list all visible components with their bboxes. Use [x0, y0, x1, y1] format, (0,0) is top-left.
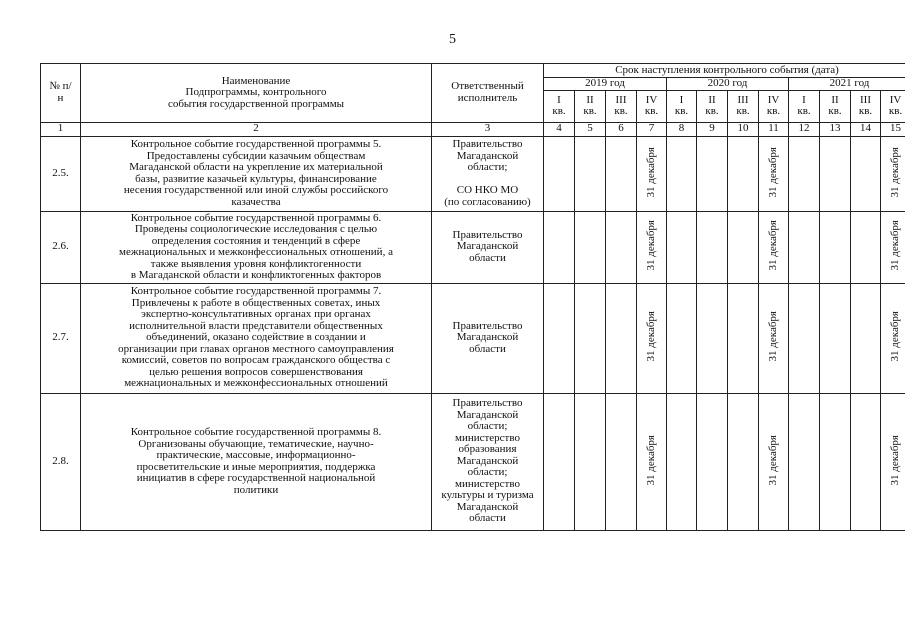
- event-name-line: инициатив в сфере государственной национальной: [136, 472, 376, 484]
- event-name-line: объединений, оказано содействие в создании и: [146, 331, 366, 344]
- header-deadline: Срок наступления контрольного события (дата): [544, 64, 905, 78]
- event-name: [81, 393, 432, 530]
- executor-line: Магаданской: [456, 149, 519, 162]
- header-quarter: [606, 90, 637, 122]
- event-name: [81, 136, 432, 211]
- quarter-cell: [728, 211, 759, 283]
- event-name-line: Контрольное событие государственной программы 8.: [130, 426, 382, 438]
- quarter-cell: [789, 283, 820, 393]
- quarter-suffix: кв.: [858, 105, 873, 117]
- event-name-line: межнациональных и межконфессиональных отношений, а: [119, 246, 393, 258]
- quarter-cell: [575, 211, 606, 283]
- executor-line: Правительство: [452, 228, 523, 241]
- event-name-line: целью решения вопросов совершенствования: [149, 365, 363, 378]
- quarter-cell: [820, 136, 851, 211]
- quarter-cell: [544, 136, 575, 211]
- event-name-line: Контрольное событие государственной программы 5.: [130, 138, 382, 150]
- header-quarter: [881, 90, 905, 122]
- event-name-line: определения состояния и тенденций в сфере: [151, 234, 361, 247]
- quarter-cell: [851, 283, 881, 393]
- quarter-cell: [606, 211, 637, 283]
- header-year-2021: 2021 год: [789, 78, 905, 91]
- deadline-date: 31 декабря: [644, 434, 657, 485]
- column-number: 7: [637, 122, 667, 136]
- executor-line: министерство: [454, 431, 520, 444]
- quarter-roman: II: [586, 93, 594, 106]
- deadline-date: 31 декабря: [644, 220, 657, 271]
- quarter-cell: [881, 283, 905, 393]
- column-number: 14: [851, 122, 881, 136]
- quarter-roman: III: [860, 93, 871, 106]
- column-number: 15: [881, 122, 905, 136]
- event-name-line: казачества: [231, 195, 281, 208]
- quarter-suffix: кв.: [614, 105, 628, 117]
- deadline-date: 31 декабря: [766, 220, 779, 271]
- column-number: 1: [41, 122, 81, 136]
- header-num-label: № п/н: [49, 80, 72, 104]
- quarter-cell: [575, 136, 606, 211]
- quarter-cell: [820, 211, 851, 283]
- deadline-date: 31 декабря: [644, 311, 657, 362]
- quarter-cell: [637, 136, 667, 211]
- executor-line: образования: [458, 443, 517, 456]
- executor-line: министерство: [454, 477, 520, 490]
- deadline-date: 31 декабря: [888, 146, 901, 197]
- event-name-line: Контрольное событие государственной программы 6.: [130, 211, 382, 224]
- header-quarter: [697, 90, 728, 122]
- executor-line: СО НКО МО: [456, 184, 519, 196]
- event-name-line: Организованы обучающие, тематические, научно-: [138, 437, 374, 450]
- quarter-cell: [759, 393, 789, 530]
- quarter-cell: [575, 283, 606, 393]
- event-name-line: политики: [233, 483, 279, 496]
- header-quarter: [820, 90, 851, 122]
- event-name-line: межнациональных и межконфессиональных отношений: [124, 377, 388, 390]
- quarter-roman: IV: [767, 93, 780, 106]
- event-name-line: Предоставлены субсидии казачьим обществам: [146, 149, 366, 162]
- quarter-cell: [789, 393, 820, 530]
- event-name-line: также выявления уровня конфликтогенности: [150, 257, 362, 270]
- deadline-date: 31 декабря: [644, 146, 657, 197]
- header-quarter: [667, 90, 697, 122]
- column-number: 12: [789, 122, 820, 136]
- deadline-date: 31 декабря: [766, 434, 779, 485]
- deadline-date: 31 декабря: [888, 311, 901, 362]
- quarter-suffix: кв.: [797, 105, 811, 117]
- quarter-cell: [851, 211, 881, 283]
- table-row: [41, 393, 905, 530]
- quarter-cell: [789, 136, 820, 211]
- executor-line: Магаданской: [456, 240, 519, 253]
- quarter-suffix: кв.: [828, 105, 842, 117]
- column-number: 8: [667, 122, 697, 136]
- quarter-cell: [851, 136, 881, 211]
- responsible-executor: [432, 211, 544, 283]
- header-year-2019: 2019 год: [544, 78, 667, 91]
- page-number: 5: [449, 32, 456, 47]
- quarter-cell: [697, 211, 728, 283]
- quarter-cell: [544, 393, 575, 530]
- quarter-cell: [728, 283, 759, 393]
- executor-line: культуры и туризма: [441, 489, 534, 502]
- row-number: 2.8.: [41, 393, 81, 530]
- responsible-executor: [432, 136, 544, 211]
- column-number: 4: [544, 122, 575, 136]
- column-number: 2: [81, 122, 432, 136]
- quarter-cell: [759, 136, 789, 211]
- quarter-cell: [697, 283, 728, 393]
- event-name-line: Контрольное событие государственной программы 7.: [130, 285, 382, 298]
- quarter-roman: IV: [645, 93, 658, 106]
- executor-line: Магаданской: [456, 454, 519, 467]
- quarter-cell: [667, 136, 697, 211]
- quarter-cell: [881, 136, 905, 211]
- quarter-cell: [637, 211, 667, 283]
- quarter-cell: [697, 393, 728, 530]
- event-name-line: экспертно-консультативных органах при органах: [141, 308, 371, 321]
- executor-line: Правительство: [452, 397, 523, 410]
- header-quarter: [789, 90, 820, 122]
- event-name: [81, 283, 432, 393]
- deadline-date: 31 декабря: [888, 434, 901, 485]
- table-row: [41, 211, 905, 283]
- event-name-line: базы, развитие казачьей культуры, финансирование: [135, 172, 377, 185]
- event-name-line: исполнительной власти представители общественных: [129, 319, 383, 332]
- quarter-suffix: кв.: [888, 105, 903, 117]
- quarter-cell: [697, 136, 728, 211]
- executor-line: Магаданской: [456, 408, 519, 421]
- quarter-roman: III: [737, 93, 749, 106]
- executor-line: области: [469, 512, 506, 525]
- quarter-cell: [728, 393, 759, 530]
- quarter-cell: [667, 283, 697, 393]
- executor-line: области;: [467, 466, 508, 479]
- quarter-cell: [881, 211, 905, 283]
- quarter-cell: [789, 211, 820, 283]
- quarter-roman: II: [831, 93, 839, 106]
- quarter-suffix: кв.: [736, 105, 750, 117]
- quarter-cell: [881, 393, 905, 530]
- header-quarter: [851, 90, 881, 122]
- quarter-cell: [544, 283, 575, 393]
- quarter-suffix: кв.: [705, 105, 719, 117]
- header-quarter: [759, 90, 789, 122]
- header-executor: [432, 64, 544, 123]
- header-name-line: Наименование: [221, 74, 291, 87]
- deadline-date: 31 декабря: [766, 311, 779, 362]
- event-name-line: в Магаданской области и конфликтогенных факторов: [130, 269, 382, 281]
- column-number: 9: [697, 122, 728, 136]
- quarter-cell: [728, 136, 759, 211]
- event-name-line: несения государственной или иной службы российского: [123, 184, 389, 196]
- quarter-cell: [544, 211, 575, 283]
- row-number: 2.6.: [41, 211, 81, 283]
- event-name-line: Проведены социологические исследования с целью: [134, 223, 378, 235]
- event-name-line: практические, массовые, информационно-: [156, 449, 356, 461]
- event-name-line: комиссий, советов по вопросам гражданского общества с: [121, 354, 391, 367]
- quarter-cell: [820, 393, 851, 530]
- header-year-2020: 2020 год: [667, 78, 789, 91]
- header-quarter: [637, 90, 667, 122]
- quarter-cell: [606, 136, 637, 211]
- event-name: [81, 211, 432, 283]
- header-executor-line: исполнитель: [457, 91, 518, 104]
- header-quarter: [544, 90, 575, 122]
- quarter-suffix: кв.: [644, 105, 659, 117]
- event-name-line: Привлечены к работе в общественных советах, иных: [131, 296, 381, 309]
- quarter-roman: I: [802, 93, 806, 106]
- executor-line: области;: [467, 420, 508, 433]
- executor-line: области: [469, 251, 506, 264]
- deadline-date: 31 декабря: [888, 220, 901, 271]
- table-row: [41, 136, 905, 211]
- responsible-executor: [432, 283, 544, 393]
- header-name-line: события государственной программы: [167, 97, 345, 110]
- row-number: 2.7.: [41, 283, 81, 393]
- header-executor-line: Ответственный: [451, 80, 524, 93]
- control-events-table: [40, 63, 905, 531]
- quarter-cell: [851, 393, 881, 530]
- quarter-cell: [820, 283, 851, 393]
- header-name: [81, 64, 432, 123]
- deadline-date: 31 декабря: [766, 146, 779, 197]
- quarter-suffix: кв.: [766, 105, 781, 117]
- quarter-cell: [667, 393, 697, 530]
- quarter-cell: [637, 393, 667, 530]
- quarter-roman: II: [708, 93, 716, 106]
- quarter-suffix: кв.: [552, 105, 566, 117]
- responsible-executor: [432, 393, 544, 530]
- event-name-line: просветительские и иные мероприятия, поддержка: [136, 460, 376, 473]
- table-row: [41, 283, 905, 393]
- executor-line: (по согласованию): [444, 195, 531, 208]
- column-number: 5: [575, 122, 606, 136]
- quarter-roman: I: [679, 93, 684, 106]
- column-number: 6: [606, 122, 637, 136]
- header-num: [41, 64, 81, 123]
- quarter-roman: III: [615, 93, 627, 106]
- column-number: 3: [432, 122, 544, 136]
- column-number: 10: [728, 122, 759, 136]
- header-name-line: Подпрограммы, контрольного: [185, 86, 327, 98]
- column-number: 13: [820, 122, 851, 136]
- quarter-cell: [667, 211, 697, 283]
- quarter-suffix: кв.: [583, 105, 597, 117]
- quarter-cell: [759, 211, 789, 283]
- executor-line: Правительство: [452, 319, 523, 332]
- quarter-cell: [759, 283, 789, 393]
- event-name-line: Магаданской области на укрепление их материальной: [129, 161, 383, 173]
- quarter-cell: [637, 283, 667, 393]
- executor-line: Правительство: [452, 138, 523, 150]
- event-name-line: организации при главах органов местного самоуправления: [118, 342, 394, 355]
- quarter-cell: [606, 393, 637, 530]
- quarter-cell: [606, 283, 637, 393]
- header-quarter: [728, 90, 759, 122]
- quarter-roman: IV: [889, 93, 902, 106]
- quarter-roman: I: [557, 93, 561, 106]
- column-number: 11: [759, 122, 789, 136]
- executor-line: Магаданской: [456, 331, 519, 344]
- executor-line: области: [469, 342, 506, 355]
- quarter-suffix: кв.: [674, 105, 689, 117]
- row-number: 2.5.: [41, 136, 81, 211]
- executor-line: области;: [467, 161, 508, 173]
- header-quarter: [575, 90, 606, 122]
- executor-line: Магаданской: [456, 500, 519, 513]
- quarter-cell: [575, 393, 606, 530]
